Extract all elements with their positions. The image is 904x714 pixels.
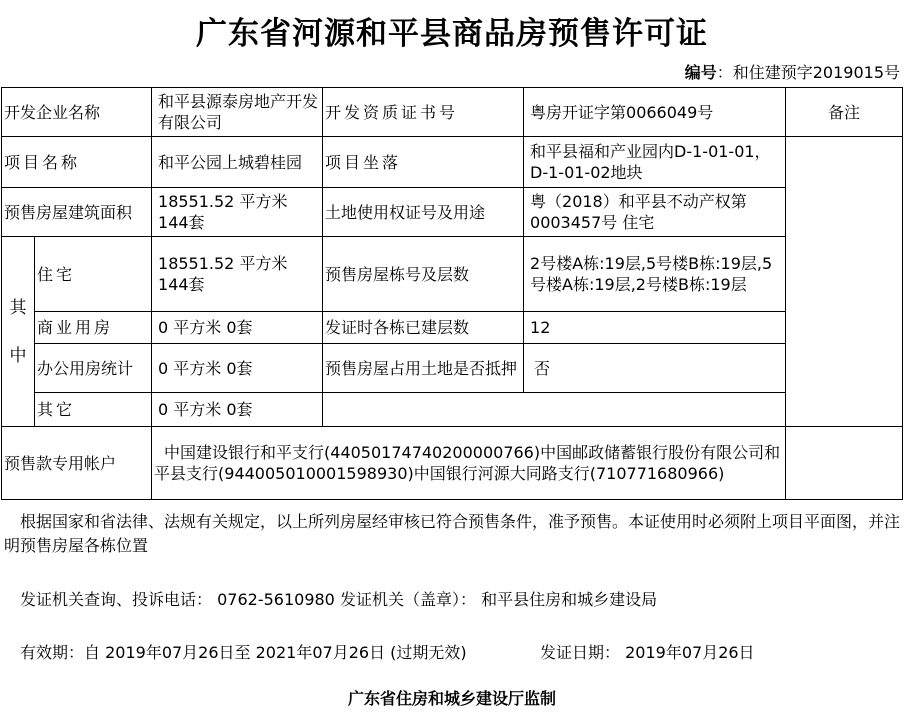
qualification-value: 粤房开证字第0066049号 <box>524 88 786 137</box>
area-value: 18551.52 平方米 144套 <box>152 188 323 237</box>
remarks-label: 备注 <box>786 88 903 137</box>
table-row <box>2 137 903 188</box>
account-remarks <box>786 427 903 500</box>
table-row <box>2 312 903 344</box>
authority-name: 和平县住房和城乡建设局 <box>481 590 658 609</box>
issue-date-line <box>540 641 755 665</box>
buildings-label: 预售房屋栋号及层数 <box>323 237 524 312</box>
phone-number: 0762-5610980 <box>217 590 335 609</box>
table-row <box>2 237 903 312</box>
table-row <box>2 188 903 237</box>
floors-built-label: 发证时各栋已建层数 <box>323 312 524 344</box>
statement: 根据国家和省法律、法规有关规定，以上所列房屋经审核已符合预售条件，准予预售。本证使用时必须附上项目平面图，并注明预售房屋各栋位置 <box>4 512 901 555</box>
qualification-label: 开发资质证书号 <box>323 88 524 137</box>
area-label: 预售房屋建筑面积 <box>2 188 152 237</box>
table-row <box>2 344 903 393</box>
supervisor-footer: 广东省住房和城乡建设厅监制 <box>347 689 556 708</box>
commercial-label: 商业用房 <box>35 312 152 344</box>
floors-built-value: 12 <box>524 312 786 344</box>
mortgage-label: 预售房屋占用土地是否抵押 <box>323 344 524 393</box>
account-label: 预售款专用帐户 <box>2 427 152 500</box>
contact-line <box>20 588 657 612</box>
empty-cell <box>323 393 786 427</box>
table-row <box>2 393 903 427</box>
office-value: 0 平方米 0套 <box>152 344 323 393</box>
remarks-cell <box>786 137 903 427</box>
validity-line <box>20 641 467 665</box>
other-label: 其它 <box>35 393 152 427</box>
issue-date: 2019年07月26日 <box>625 643 755 662</box>
land-cert-value: 粤（2018）和平县不动产权第0003457号 住宅 <box>524 188 786 237</box>
mortgage-value: 否 <box>524 344 786 393</box>
office-label: 办公用房统计 <box>35 344 152 393</box>
buildings-value: 2号楼A栋:19层,5号楼B栋:19层,5号楼A栋:19层,2号楼B栋:19层 <box>524 237 786 312</box>
certificate-title: 广东省河源和平县商品房预售许可证 <box>196 16 708 52</box>
table-row <box>2 88 903 137</box>
other-value: 0 平方米 0套 <box>152 393 323 427</box>
project-name-label: 项目名称 <box>2 137 152 188</box>
among-text: 其中 <box>9 297 27 366</box>
project-name-value: 和平公园上城碧桂园 <box>152 137 323 188</box>
location-label: 项目坐落 <box>323 137 524 188</box>
commercial-value: 0 平方米 0套 <box>152 312 323 344</box>
validity-label: 有效期： <box>20 643 85 662</box>
residential-label: 住宅 <box>35 237 152 312</box>
developer-label: 开发企业名称 <box>2 88 152 137</box>
serial-value: ：和住建预字2019015号 <box>716 63 900 82</box>
location-value: 和平县福和产业园内D-1-01-01，D-1-01-02地块 <box>524 137 786 188</box>
issue-label: 发证日期： <box>540 643 621 662</box>
account-value: 中国建设银行和平支行(44050174740200000766)中国邮政储蓄银行股份有限公司和平县支行(944005010001598930)中国银行河源大同路支行(710771680966) <box>152 427 786 500</box>
table-row <box>2 427 903 500</box>
among-label <box>2 237 35 427</box>
serial-label: 编号 <box>684 63 717 82</box>
serial-number <box>685 60 900 83</box>
developer-value: 和平县源泰房地产开发有限公司 <box>152 88 323 137</box>
residential-value: 18551.52 平方米 144套 <box>152 237 323 312</box>
validity-period: 自 2019年07月26日至 2021年07月26日 (过期无效) <box>84 643 467 662</box>
phone-label: 发证机关查询、投诉电话： <box>20 590 213 609</box>
land-cert-label: 土地使用权证号及用途 <box>323 188 524 237</box>
permit-table <box>1 87 903 500</box>
authority-label: 发证机关（盖章）： <box>339 590 476 609</box>
